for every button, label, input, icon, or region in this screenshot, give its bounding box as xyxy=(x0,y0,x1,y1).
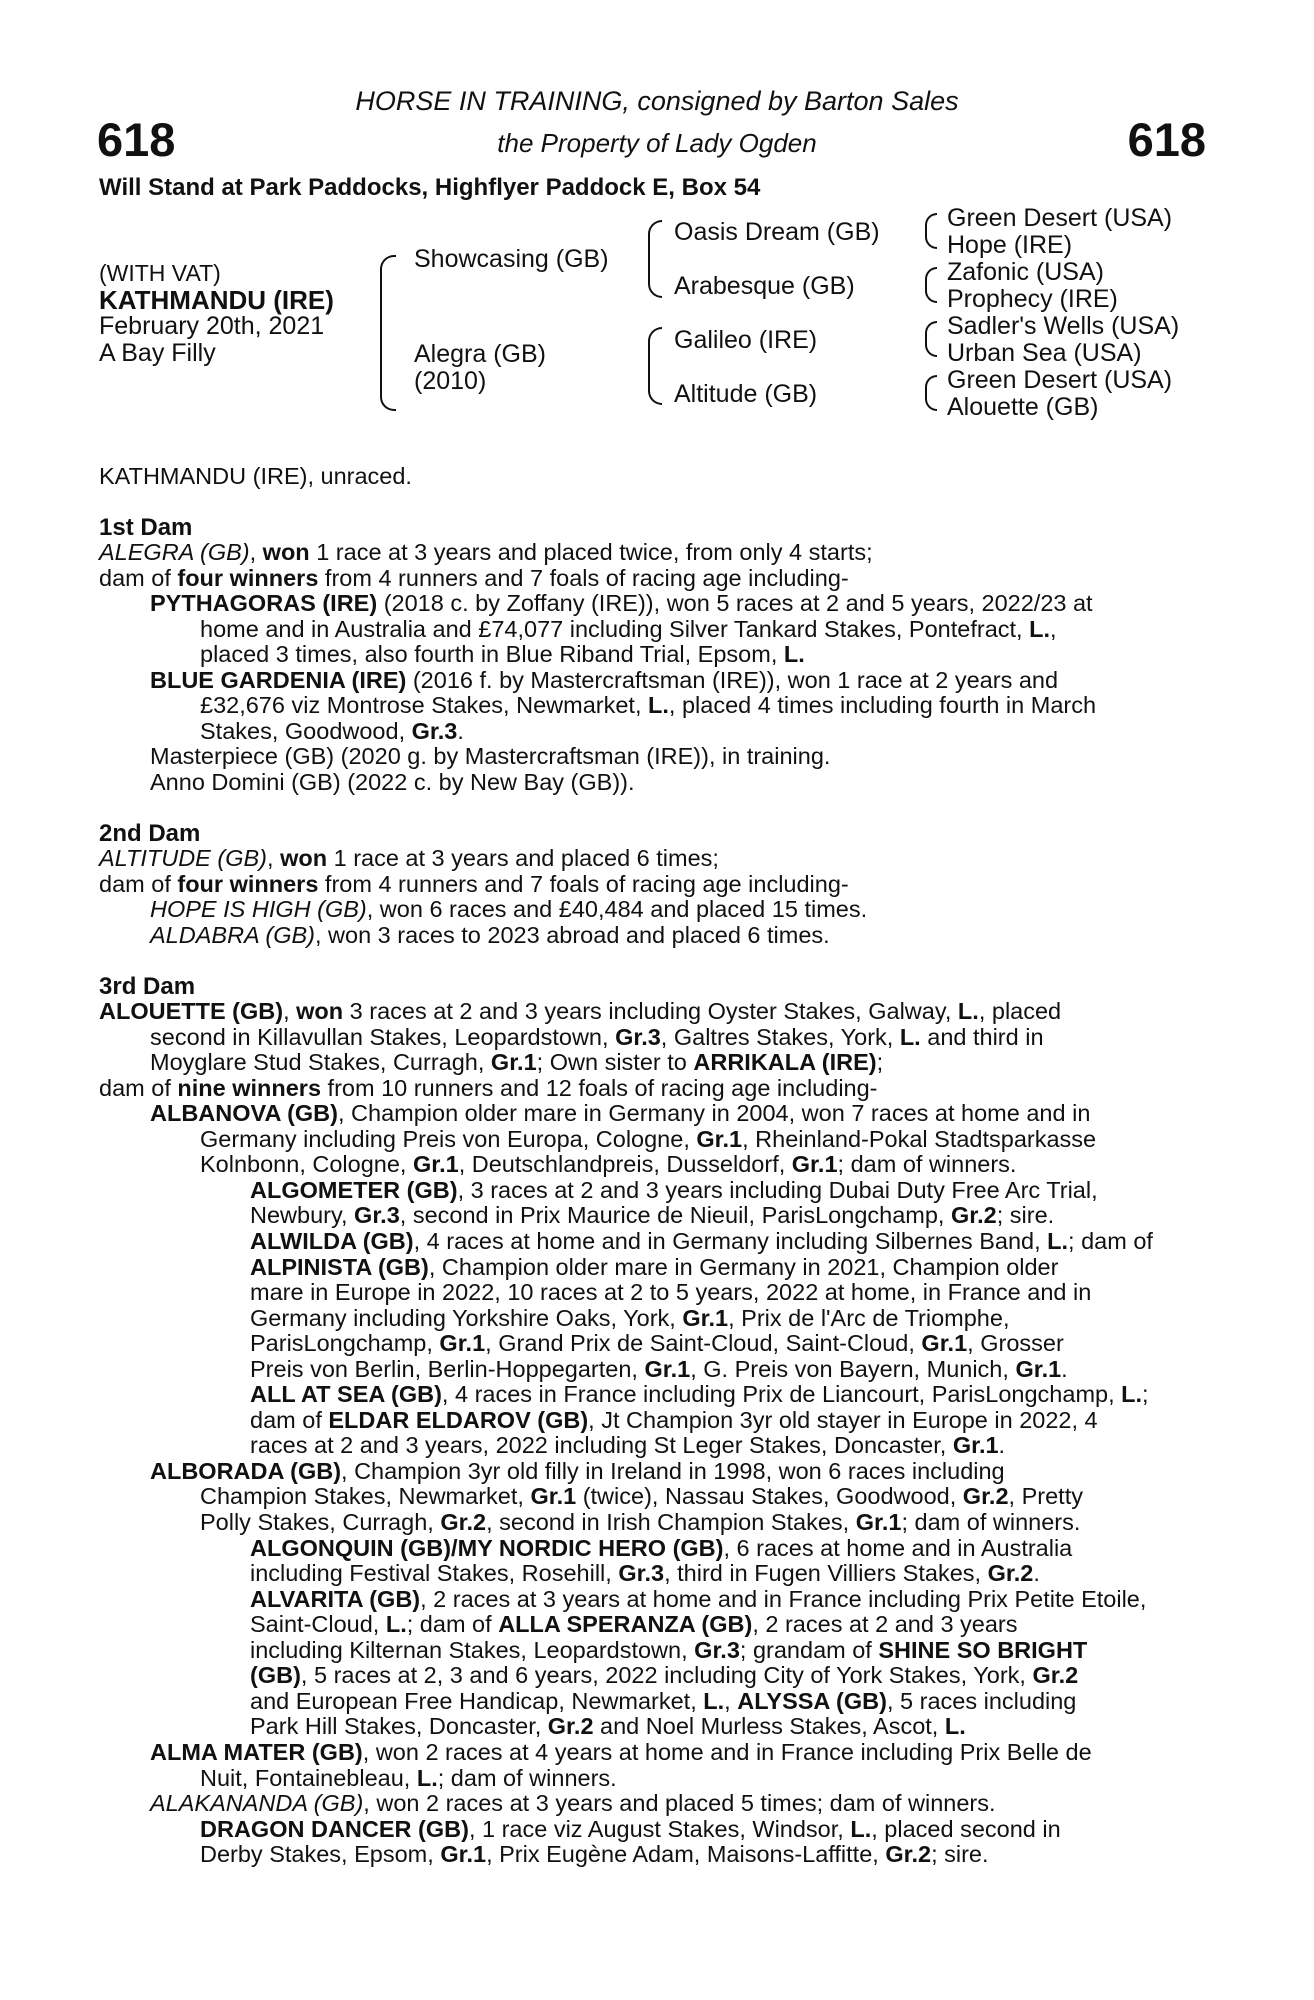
entry-text: ; dam of xyxy=(406,1611,499,1638)
sire-dam: Arabesque (GB) xyxy=(674,272,855,300)
pedigree-entry-line xyxy=(150,1459,1204,1485)
horse-or-grade-bold: Gr.1 xyxy=(440,1841,487,1868)
entry-text: , 5 races including xyxy=(886,1687,1077,1714)
entry-text: ; sire. xyxy=(931,1841,989,1868)
sire: Showcasing (GB) xyxy=(414,245,609,273)
entry-text: from 10 runners and 12 foals of racing age including- xyxy=(321,1074,878,1101)
horse-or-grade-bold: ALWILDA (GB) xyxy=(250,1227,414,1254)
entry-text: , Deutschlandpreis, Dusseldorf, xyxy=(458,1151,792,1178)
horse-or-grade-bold: Gr.2 xyxy=(987,1560,1034,1587)
gen3-ancestor: Green Desert (USA) xyxy=(947,204,1173,232)
horse-or-grade-bold: Gr.2 xyxy=(440,1509,487,1535)
entry-text: , xyxy=(283,998,297,1024)
entry-text: ; Own sister to xyxy=(536,1049,694,1076)
sire-dam-brace xyxy=(380,255,396,411)
produce-entry: Masterpiece (GB) (2020 g. by Mastercraftsman (IRE)), in training. xyxy=(150,743,831,769)
entry-text: Moyglare Stud Stakes, Curragh, xyxy=(150,1049,491,1076)
stand-location: Will Stand at Park Paddocks, Highflyer Paddock E, Box 54 xyxy=(99,174,761,201)
horse-or-grade-bold: L. xyxy=(1047,1227,1069,1254)
second-dam-line: ALTITUDE (GB), won 1 race at 3 years and placed 6 times; xyxy=(99,845,719,871)
pedigree-entry-line xyxy=(200,1817,1204,1843)
entry-text: mare in Europe in 2022, 10 races at 2 to 5 years, 2022 at home, in France and in xyxy=(250,1279,1092,1306)
entry-text: , 1 race viz August Stakes, Windsor, xyxy=(468,1815,851,1842)
entry-text: , Jt Champion 3yr old stayer in Europe in 2022, 4 xyxy=(588,1406,1098,1433)
entry-text: second in Killavullan Stakes, Leopardstown, xyxy=(150,1023,616,1050)
first-dam-line: ALEGRA (GB), won 1 race at 3 years and placed twice, from only 4 starts; xyxy=(99,539,873,565)
entry-text: , won 2 races at 4 years at home and in France including Prix Belle de xyxy=(362,1738,1092,1765)
horse-or-grade-bold: Gr.2 xyxy=(885,1841,932,1868)
pedigree-entry-line xyxy=(200,1510,1204,1536)
pedigree-entry-line xyxy=(150,1050,1204,1076)
entry-text: dam of xyxy=(250,1406,329,1433)
horse-or-grade-bold: Gr.1 xyxy=(791,1151,838,1178)
entry-text: Saint-Cloud, xyxy=(250,1611,386,1638)
entry-text: , placed xyxy=(978,998,1062,1024)
third-dam-line xyxy=(99,999,1204,1025)
entry-text: , Champion older mare in Germany in 2004, won 7 races at home and in xyxy=(337,1100,1091,1127)
horse-or-grade-bold: Gr.2 xyxy=(547,1713,594,1740)
gen3-ancestor: Alouette (GB) xyxy=(947,393,1099,421)
entry-text: , 3 races at 2 and 3 years including Dubai Duty Free Arc Trial, xyxy=(457,1176,1098,1203)
gen3-brace-1 xyxy=(925,213,937,249)
entry-text: , Pretty xyxy=(1008,1483,1083,1510)
horse-or-grade-bold: ALLA SPERANZA (GB) xyxy=(498,1611,753,1638)
horse-or-grade-bold: Gr.1 xyxy=(530,1483,577,1510)
horse-or-grade-bold: Gr.3 xyxy=(615,1023,661,1050)
entry-text: , Rheinland-Pokal Stadtsparkasse xyxy=(742,1125,1097,1152)
entry-text: ; dam of winners. xyxy=(437,1764,617,1791)
entry-text: including Kilternan Stakes, Leopardstown, xyxy=(250,1636,695,1663)
foaling-date: February 20th, 2021 xyxy=(99,312,325,340)
horse-or-grade-bold: Gr.1 xyxy=(412,1151,459,1178)
entry-text: ; xyxy=(1142,1381,1149,1408)
entry-text: and European Free Handicap, Newmarket, xyxy=(250,1687,704,1714)
horse-name-italic: ALAKANANDA (GB) xyxy=(150,1790,364,1817)
horse-or-grade-bold: ALOUETTE (GB) xyxy=(99,998,284,1024)
produce-entry: BLUE GARDENIA (IRE) (2016 f. by Mastercraftsman (IRE)), won 1 race at 2 years and xyxy=(150,667,1059,693)
pedigree-entry-line xyxy=(200,1152,1204,1178)
entry-text: , 4 races in France including Prix de Liancourt, ParisLongchamp, xyxy=(441,1381,1122,1408)
horse-or-grade-bold: ALGONQUIN (GB)/MY NORDIC HERO (GB) xyxy=(250,1534,724,1561)
race-record: KATHMANDU (IRE), unraced. xyxy=(99,463,412,489)
lot-number-right: 618 xyxy=(1127,113,1206,166)
horse-or-grade-bold: nine winners xyxy=(177,1074,322,1101)
vat-note: (WITH VAT) xyxy=(99,260,221,286)
pedigree-entry-line xyxy=(250,1382,1204,1408)
produce-entry-continued: £32,676 viz Montrose Stakes, Newmarket, L., placed 4 times including fourth in March xyxy=(200,692,1097,718)
entry-text: , 6 races at home and in Australia xyxy=(723,1534,1073,1561)
pedigree-entry-line xyxy=(250,1714,1204,1740)
horse-or-grade-bold: Gr.1 xyxy=(1015,1355,1062,1382)
horse-or-grade-bold: L. xyxy=(1121,1381,1143,1408)
horse-or-grade-bold: L. xyxy=(957,998,979,1024)
horse-or-grade-bold: Gr.1 xyxy=(439,1330,486,1357)
sire-parents-brace xyxy=(648,220,662,298)
horse-or-grade-bold: won xyxy=(296,998,344,1024)
produce-entry: ALDABRA (GB), won 3 races to 2023 abroad and placed 6 times. xyxy=(150,922,830,948)
pedigree-entry-line xyxy=(250,1561,1204,1587)
horse-or-grade-bold: L. xyxy=(416,1764,438,1791)
dam-sire: Galileo (IRE) xyxy=(674,326,818,354)
entry-text: , Prix de l'Arc de Triomphe, xyxy=(728,1304,1010,1331)
entry-text: Kolnbonn, Cologne, xyxy=(200,1151,413,1178)
entry-text: ParisLongchamp, xyxy=(250,1330,440,1357)
first-dam-produce-summary: dam of four winners from 4 runners and 7 foals of racing age including- xyxy=(99,565,849,591)
entry-text: Park Hill Stakes, Doncaster, xyxy=(250,1713,548,1740)
horse-or-grade-bold: DRAGON DANCER (GB) xyxy=(200,1815,469,1842)
entry-text: , xyxy=(724,1687,738,1714)
dam-year: (2010) xyxy=(414,367,487,395)
pedigree-entry-line xyxy=(200,1766,1204,1792)
pedigree-entry-line xyxy=(250,1255,1204,1281)
horse-or-grade-bold: Gr.2 xyxy=(962,1483,1009,1510)
horse-or-grade-bold: Gr.1 xyxy=(644,1355,691,1382)
entry-text: , third in Fugen Villiers Stakes, xyxy=(664,1560,988,1587)
property-line: the Property of Lady Ogden xyxy=(497,128,817,158)
dam-parents-brace xyxy=(648,327,662,405)
horse-or-grade-bold: ALMA MATER (GB) xyxy=(150,1738,363,1765)
horse-or-grade-bold: Gr.3 xyxy=(618,1560,665,1587)
pedigree-entry-line xyxy=(250,1357,1204,1383)
entry-text: , Champion older mare in Germany in 2021, Champion older xyxy=(428,1253,1059,1280)
gen3-ancestor: Green Desert (USA) xyxy=(947,366,1173,394)
entry-text: (twice), Nassau Stakes, Goodwood, xyxy=(576,1483,963,1510)
horse-or-grade-bold: ALL AT SEA (GB) xyxy=(250,1381,442,1408)
horse-or-grade-bold: (GB) xyxy=(250,1662,301,1689)
horse-or-grade-bold: Gr.1 xyxy=(921,1330,968,1357)
entry-text: , 2 races at 3 years at home and in France including Prix Petite Etoile, xyxy=(420,1585,1147,1612)
second-dam-heading: 2nd Dam xyxy=(99,820,201,847)
horse-or-grade-bold: L. xyxy=(385,1611,407,1638)
entry-text: , Grand Prix de Saint-Cloud, Saint-Cloud, xyxy=(485,1330,922,1357)
entry-text: , 4 races at home and in Germany including Silbernes Band, xyxy=(413,1227,1048,1254)
entry-text: ; sire. xyxy=(996,1202,1055,1229)
pedigree-entry-line xyxy=(250,1280,1204,1306)
entry-text: Newbury, xyxy=(250,1202,355,1229)
lot-number-left: 618 xyxy=(97,113,176,166)
entry-text: Germany including Preis von Europa, Cologne, xyxy=(200,1125,697,1152)
pedigree-entry-line xyxy=(150,1025,1204,1051)
entry-text: , won 2 races at 3 years and placed 5 times; dam of winners. xyxy=(363,1790,996,1817)
entry-text: , Galtres Stakes, York, xyxy=(660,1023,900,1050)
entry-text: Nuit, Fontainebleau, xyxy=(200,1764,417,1791)
horse-or-grade-bold: Gr.1 xyxy=(490,1049,537,1076)
pedigree-entry-line xyxy=(250,1433,1204,1459)
first-dam-heading: 1st Dam xyxy=(99,514,193,541)
entry-text: including Festival Stakes, Rosehill, xyxy=(250,1560,619,1587)
entry-text: , second in Irish Champion Stakes, xyxy=(486,1509,856,1535)
entry-text: Preis von Berlin, Berlin-Hoppegarten, xyxy=(250,1355,645,1382)
horse-or-grade-bold: Gr.2 xyxy=(1032,1662,1079,1689)
dam: Alegra (GB) xyxy=(414,340,546,368)
dam-dam: Altitude (GB) xyxy=(674,380,818,408)
pedigree-entry-line xyxy=(150,1740,1204,1766)
pedigree-entry-line xyxy=(250,1663,1204,1689)
horse-or-grade-bold: L. xyxy=(944,1713,966,1740)
entry-text: , 2 races at 2 and 3 years xyxy=(752,1611,1018,1638)
entry-text: , placed second in xyxy=(871,1815,1061,1842)
pedigree-entry-line xyxy=(250,1306,1204,1332)
entry-text: ; grandam of xyxy=(739,1636,879,1663)
entry-text: dam of xyxy=(99,1074,178,1101)
pedigree-entry-line xyxy=(250,1331,1204,1357)
entry-text: ; xyxy=(876,1049,884,1076)
pedigree-entry-line xyxy=(250,1612,1204,1638)
entry-text: , Prix Eugène Adam, Maisons-Laffitte, xyxy=(486,1841,886,1868)
horse-or-grade-bold: Gr.1 xyxy=(696,1125,743,1152)
entry-text: ; dam of xyxy=(1068,1227,1153,1254)
pedigree-entry-line xyxy=(250,1408,1204,1434)
gen3-ancestor: Hope (IRE) xyxy=(947,231,1073,259)
horse-or-grade-bold: ALYSSA (GB) xyxy=(737,1687,887,1714)
horse-or-grade-bold: ALVARITA (GB) xyxy=(250,1585,421,1612)
second-dam-produce-summary: dam of four winners from 4 runners and 7 foals of racing age including- xyxy=(99,871,849,897)
pedigree-entry-line xyxy=(250,1229,1204,1255)
pedigree-entry-line xyxy=(250,1638,1204,1664)
horse-name: KATHMANDU (IRE) xyxy=(99,285,334,315)
produce-entry-continued: home and in Australia and £74,077 including Silver Tankard Stakes, Pontefract, L., xyxy=(200,616,1057,642)
horse-or-grade-bold: Gr.3 xyxy=(694,1636,740,1663)
entry-text: . xyxy=(1033,1560,1040,1587)
sire-sire: Oasis Dream (GB) xyxy=(674,218,880,246)
horse-or-grade-bold: ALBANOVA (GB) xyxy=(150,1100,338,1127)
entry-text: and third in xyxy=(920,1023,1044,1050)
entry-text: ; dam of winners. xyxy=(901,1509,1081,1535)
horse-description: A Bay Filly xyxy=(99,339,216,367)
produce-entry-continued: placed 3 times, also fourth in Blue Riband Trial, Epsom, L. xyxy=(200,641,805,667)
horse-or-grade-bold: L. xyxy=(703,1687,725,1714)
entry-text: , G. Preis von Bayern, Munich, xyxy=(690,1355,1016,1382)
gen3-ancestor: Zafonic (USA) xyxy=(947,258,1104,286)
entry-text: ; dam of winners. xyxy=(837,1151,1017,1178)
horse-or-grade-bold: ALBORADA (GB) xyxy=(150,1457,342,1484)
pedigree-entry-line xyxy=(250,1587,1204,1613)
consignment-line: HORSE IN TRAINING, consigned by Barton Sales xyxy=(355,86,959,116)
third-dam-heading: 3rd Dam xyxy=(99,973,196,1000)
entry-text: and Noel Murless Stakes, Ascot, xyxy=(593,1713,945,1740)
entry-text: . xyxy=(998,1432,1006,1459)
entry-text: races at 2 and 3 years, 2022 including St Leger Stakes, Doncaster, xyxy=(250,1432,953,1459)
entry-text: , 5 races at 2, 3 and 6 years, 2022 including City of York Stakes, York, xyxy=(300,1662,1033,1689)
horse-or-grade-bold: ALGOMETER (GB) xyxy=(250,1176,458,1203)
entry-text: Derby Stakes, Epsom, xyxy=(200,1841,441,1868)
pedigree-entry-line xyxy=(200,1842,1204,1868)
entry-text: 3 races at 2 and 3 years including Oyster Stakes, Galway, xyxy=(343,998,958,1024)
gen3-brace-2 xyxy=(925,267,937,303)
entry-text: Champion Stakes, Newmarket, xyxy=(200,1483,531,1510)
pedigree-entry-line xyxy=(99,1076,1204,1102)
entry-text: , Grosser xyxy=(967,1330,1064,1357)
produce-entry: HOPE IS HIGH (GB), won 6 races and £40,484 and placed 15 times. xyxy=(150,896,868,922)
horse-or-grade-bold: L. xyxy=(899,1023,921,1050)
gen3-ancestor: Prophecy (IRE) xyxy=(947,285,1118,313)
entry-text: , second in Prix Maurice de Nieuil, ParisLongchamp, xyxy=(399,1202,951,1229)
pedigree-entry-line xyxy=(200,1127,1204,1153)
horse-or-grade-bold: ALPINISTA (GB) xyxy=(250,1253,429,1280)
pedigree-entry-line xyxy=(150,1101,1204,1127)
produce-entry: Anno Domini (GB) (2022 c. by New Bay (GB)). xyxy=(150,769,635,795)
gen3-ancestor: Sadler's Wells (USA) xyxy=(947,312,1180,340)
pedigree-entry-line xyxy=(250,1203,1204,1229)
entry-text: Germany including Yorkshire Oaks, York, xyxy=(250,1304,683,1331)
horse-or-grade-bold: L. xyxy=(850,1815,872,1842)
horse-or-grade-bold: Gr.1 xyxy=(855,1509,902,1535)
gen3-brace-3 xyxy=(925,321,937,357)
gen3-ancestor: Urban Sea (USA) xyxy=(947,339,1142,367)
pedigree-entry-line xyxy=(250,1178,1204,1204)
horse-or-grade-bold: Gr.3 xyxy=(354,1202,400,1229)
pedigree-entry-line xyxy=(250,1536,1204,1562)
horse-or-grade-bold: Gr.1 xyxy=(952,1432,999,1459)
pedigree-entry-line xyxy=(200,1484,1204,1510)
horse-or-grade-bold: ELDAR ELDAROV (GB) xyxy=(328,1406,589,1433)
entry-text: Polly Stakes, Curragh, xyxy=(200,1509,441,1535)
produce-entry: PYTHAGORAS (IRE) (2018 c. by Zoffany (IRE)), won 5 races at 2 and 5 years, 2022/23 at xyxy=(150,590,1093,616)
horse-or-grade-bold: Gr.2 xyxy=(951,1202,997,1229)
pedigree-entry-line xyxy=(250,1689,1204,1715)
horse-or-grade-bold: Gr.1 xyxy=(682,1304,729,1331)
produce-entry-continued: Stakes, Goodwood, Gr.3. xyxy=(200,718,464,744)
entry-text: . xyxy=(1061,1355,1068,1382)
horse-or-grade-bold: ARRIKALA (IRE) xyxy=(693,1049,877,1076)
gen3-brace-4 xyxy=(925,375,937,411)
horse-or-grade-bold: SHINE SO BRIGHT xyxy=(878,1636,1088,1663)
entry-text: , Champion 3yr old filly in Ireland in 1998, won 6 races including xyxy=(341,1457,1005,1484)
pedigree-entry-line xyxy=(150,1791,1204,1817)
